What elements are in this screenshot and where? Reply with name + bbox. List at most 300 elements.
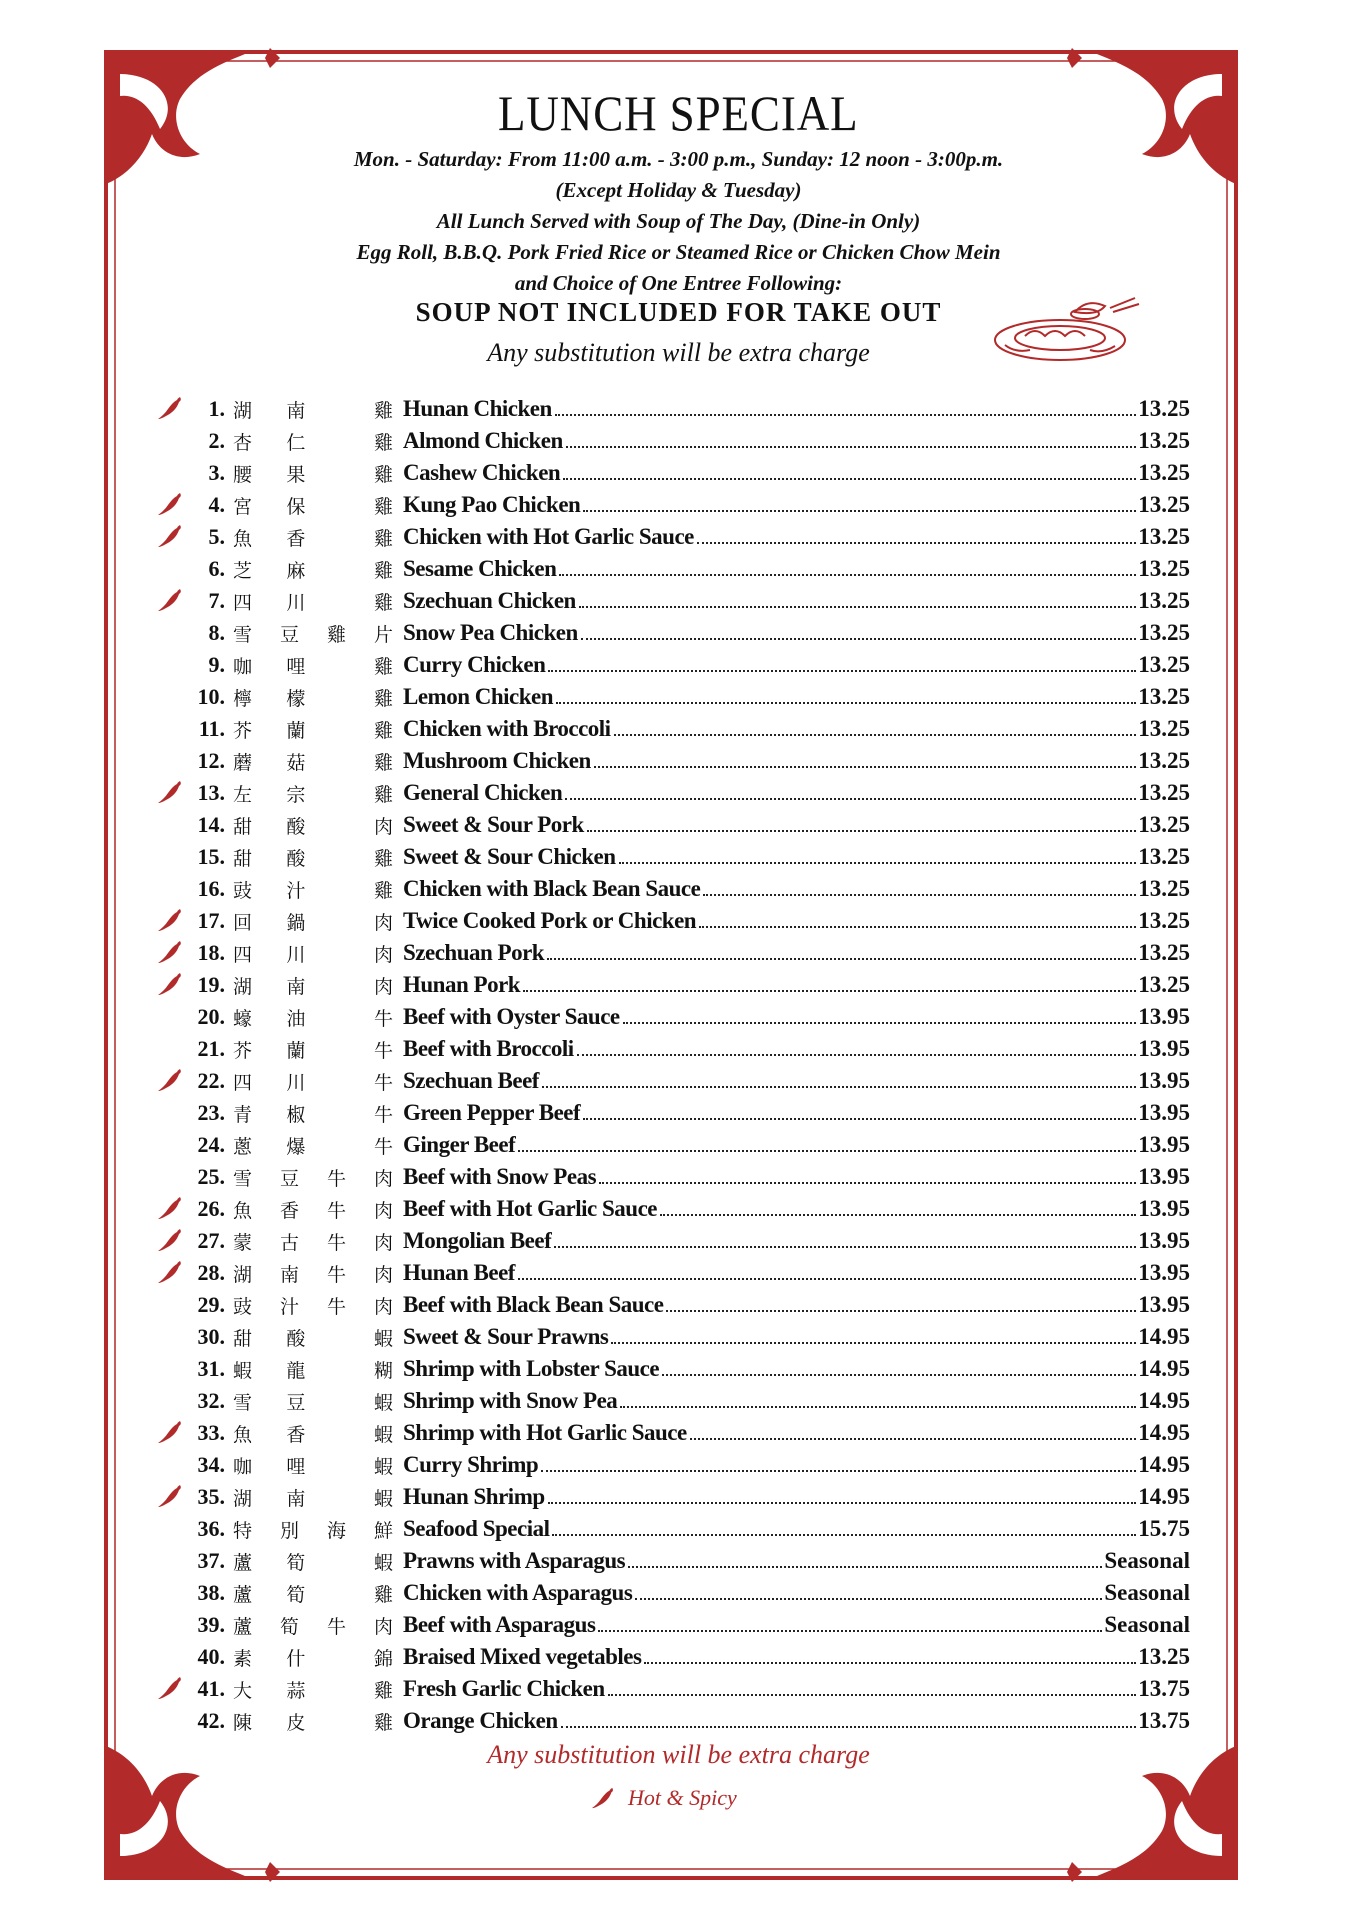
chinese-char: 魚 <box>233 1423 253 1446</box>
item-number: 2. <box>208 428 225 453</box>
chinese-char: 牛 <box>326 1263 346 1286</box>
item-name: General Chicken <box>403 780 563 805</box>
dot-leader <box>662 1374 1136 1376</box>
item-chinese-name <box>233 428 403 455</box>
item-chinese-name <box>233 1516 403 1543</box>
item-name-line <box>403 1036 1138 1062</box>
item-name-line <box>403 1100 1138 1126</box>
item-number: 26. <box>197 1196 225 1221</box>
dot-leader <box>697 542 1136 544</box>
dot-leader <box>644 1662 1136 1664</box>
menu-item <box>150 1641 1190 1673</box>
item-price: 13.25 <box>1138 684 1190 709</box>
item-price: 13.25 <box>1138 876 1190 901</box>
chinese-char: 蘆 <box>233 1583 253 1606</box>
chinese-char: 鮮 <box>373 1519 393 1542</box>
item-price: 13.25 <box>1138 620 1190 645</box>
dot-leader <box>699 926 1136 928</box>
chinese-char: 川 <box>286 943 306 966</box>
item-price: 13.95 <box>1138 1260 1190 1285</box>
item-name-line <box>403 428 1138 454</box>
item-name: Szechuan Pork <box>403 940 545 965</box>
chinese-char: 古 <box>279 1231 299 1254</box>
dot-leader <box>611 1342 1136 1344</box>
chili-pepper-icon <box>156 779 184 805</box>
item-chinese-name <box>233 1068 403 1095</box>
item-name-line <box>403 1388 1138 1414</box>
chinese-char: 雞 <box>373 591 393 614</box>
item-chinese-name <box>233 812 403 839</box>
item-name-line <box>403 396 1138 422</box>
item-name: Szechuan Beef <box>403 1068 539 1093</box>
dot-leader <box>518 1150 1136 1152</box>
item-name-line <box>403 1580 1104 1606</box>
chinese-char: 別 <box>279 1519 299 1542</box>
item-name-line <box>403 1324 1138 1350</box>
item-price: 13.95 <box>1138 1292 1190 1317</box>
chinese-char: 香 <box>279 1199 299 1222</box>
chinese-char: 湖 <box>233 1263 253 1286</box>
item-chinese-name <box>233 972 403 999</box>
item-price: 14.95 <box>1138 1484 1190 1509</box>
item-name-line <box>403 1516 1138 1542</box>
menu-item <box>150 1513 1190 1545</box>
dot-leader <box>660 1214 1136 1216</box>
chinese-char: 肉 <box>373 1615 393 1638</box>
item-name: Green Pepper Beef <box>403 1100 581 1125</box>
chinese-char: 雞 <box>373 559 393 582</box>
chinese-char: 甜 <box>233 815 253 838</box>
menu-item <box>150 1321 1190 1353</box>
item-chinese-name <box>233 460 403 487</box>
menu-item <box>150 1449 1190 1481</box>
item-name: Sweet & Sour Pork <box>403 812 584 837</box>
chili-pepper-icon <box>156 587 184 613</box>
item-number: 12. <box>197 748 225 773</box>
item-number: 32. <box>197 1388 225 1413</box>
chinese-char: 蘭 <box>286 719 306 742</box>
menu-item <box>150 457 1190 489</box>
item-price: 13.25 <box>1138 812 1190 837</box>
dot-leader <box>523 990 1136 992</box>
chinese-char: 腰 <box>233 463 253 486</box>
item-chinese-name <box>233 1004 403 1031</box>
item-name: Beef with Broccoli <box>403 1036 574 1061</box>
menu-item <box>150 937 1190 969</box>
chinese-char: 南 <box>286 1487 306 1510</box>
item-price: 13.25 <box>1138 588 1190 613</box>
item-price: 13.95 <box>1138 1004 1190 1029</box>
chinese-char: 芥 <box>233 719 253 742</box>
menu-item <box>150 745 1190 777</box>
chili-pepper-icon <box>156 395 184 421</box>
chinese-char: 蝦 <box>373 1551 393 1574</box>
menu-item <box>150 681 1190 713</box>
menu-item <box>150 1097 1190 1129</box>
item-name: Hunan Shrimp <box>403 1484 545 1509</box>
item-chinese-name <box>233 588 403 615</box>
chinese-char: 雞 <box>326 623 346 646</box>
chinese-char: 肉 <box>373 1231 393 1254</box>
item-price: 13.25 <box>1138 908 1190 933</box>
item-chinese-name <box>233 1356 403 1383</box>
item-price: 13.95 <box>1138 1228 1190 1253</box>
item-number: 7. <box>208 588 225 613</box>
dot-leader <box>581 638 1137 640</box>
chinese-char: 雞 <box>373 655 393 678</box>
item-name: Prawns with Asparagus <box>403 1548 626 1573</box>
item-name-line <box>403 460 1138 486</box>
choice-text: and Choice of One Entree Following: <box>514 271 843 295</box>
item-name: Hunan Pork <box>403 972 521 997</box>
chinese-char: 菇 <box>286 751 306 774</box>
chinese-char: 鍋 <box>286 911 306 934</box>
item-name-line <box>403 972 1138 998</box>
dot-leader <box>690 1438 1137 1440</box>
chinese-char: 杏 <box>233 431 253 454</box>
substitution-note-bottom: Any substitution will be extra charge <box>487 1740 870 1769</box>
item-number: 24. <box>197 1132 225 1157</box>
chinese-char: 魚 <box>233 1199 253 1222</box>
item-name-line <box>403 1004 1138 1030</box>
item-price: 13.25 <box>1138 492 1190 517</box>
item-name-line <box>403 1420 1138 1446</box>
chinese-char: 蔥 <box>233 1135 253 1158</box>
chinese-char: 雞 <box>373 751 393 774</box>
menu-item <box>150 1673 1190 1705</box>
menu-item <box>150 1289 1190 1321</box>
dot-leader <box>614 734 1137 736</box>
chili-pepper-icon <box>156 1227 184 1253</box>
item-chinese-name <box>233 1228 403 1255</box>
item-name: Beef with Oyster Sauce <box>403 1004 620 1029</box>
chinese-char: 川 <box>286 1071 306 1094</box>
item-chinese-name <box>233 1292 403 1319</box>
chinese-char: 雪 <box>233 1167 253 1190</box>
item-name-line <box>403 1484 1138 1510</box>
chinese-char: 蝦 <box>373 1391 393 1414</box>
chinese-char: 龍 <box>286 1359 306 1382</box>
item-name: Shrimp with Lobster Sauce <box>403 1356 660 1381</box>
item-name: Beef with Black Bean Sauce <box>403 1292 664 1317</box>
dot-leader <box>556 702 1136 704</box>
dot-leader <box>619 862 1137 864</box>
chinese-char: 蝦 <box>233 1359 253 1382</box>
spicy-legend <box>590 1785 737 1811</box>
item-chinese-name <box>233 780 403 807</box>
menu-item <box>150 1705 1190 1737</box>
item-name: Chicken with Black Bean Sauce <box>403 876 701 901</box>
item-price: 13.25 <box>1138 844 1190 869</box>
item-name-line <box>403 1708 1138 1734</box>
chinese-char: 四 <box>233 591 253 614</box>
item-chinese-name <box>233 1036 403 1063</box>
item-price: 13.95 <box>1138 1132 1190 1157</box>
chinese-char: 蝦 <box>373 1487 393 1510</box>
dot-leader <box>628 1566 1102 1568</box>
item-name: Shrimp with Hot Garlic Sauce <box>403 1420 687 1445</box>
item-name-line <box>403 1292 1138 1318</box>
item-chinese-name <box>233 652 403 679</box>
dot-leader <box>566 446 1136 448</box>
chinese-char: 肉 <box>373 1295 393 1318</box>
dot-leader <box>559 574 1136 576</box>
item-name: Almond Chicken <box>403 428 563 453</box>
item-price: 13.25 <box>1138 748 1190 773</box>
item-number: 1. <box>208 396 225 421</box>
item-name-line <box>403 1548 1104 1574</box>
item-chinese-name <box>233 748 403 775</box>
item-name-line <box>403 1612 1104 1638</box>
chinese-char: 豉 <box>233 1295 253 1318</box>
chili-pepper-icon <box>156 1195 184 1221</box>
item-name: Beef with Hot Garlic Sauce <box>403 1196 658 1221</box>
item-number: 40. <box>197 1644 225 1669</box>
chinese-char: 片 <box>373 623 393 646</box>
chili-pepper-icon <box>156 1675 184 1701</box>
dot-leader <box>577 1054 1137 1056</box>
chinese-char: 宗 <box>286 783 306 806</box>
dot-leader <box>598 1630 1102 1632</box>
chinese-char: 肉 <box>373 1167 393 1190</box>
menu-item <box>150 969 1190 1001</box>
item-name-line <box>403 876 1138 902</box>
chinese-char: 青 <box>233 1103 253 1126</box>
menu-item <box>150 1417 1190 1449</box>
item-number: 42. <box>197 1708 225 1733</box>
item-chinese-name <box>233 1164 403 1191</box>
item-number: 5. <box>208 524 225 549</box>
item-number: 39. <box>197 1612 225 1637</box>
item-name-line <box>403 908 1138 934</box>
dot-leader <box>554 1246 1136 1248</box>
dot-leader <box>542 1086 1136 1088</box>
chinese-char: 雞 <box>373 1679 393 1702</box>
chinese-char: 筍 <box>286 1551 306 1574</box>
item-price: 13.25 <box>1138 428 1190 453</box>
item-name-line <box>403 1196 1138 1222</box>
chinese-char: 糊 <box>373 1359 393 1382</box>
chinese-char: 麻 <box>286 559 306 582</box>
chinese-char: 雞 <box>373 527 393 550</box>
menu-item <box>150 905 1190 937</box>
chinese-char: 哩 <box>286 655 306 678</box>
item-chinese-name <box>233 716 403 743</box>
chinese-char: 牛 <box>326 1231 346 1254</box>
dot-leader <box>565 798 1136 800</box>
menu-item <box>150 1257 1190 1289</box>
chinese-char: 雞 <box>373 399 393 422</box>
item-number: 14. <box>197 812 225 837</box>
chinese-char: 甜 <box>233 847 253 870</box>
item-name: Beef with Snow Peas <box>403 1164 597 1189</box>
item-chinese-name <box>233 1484 403 1511</box>
item-name: Fresh Garlic Chicken <box>403 1676 605 1701</box>
chinese-char: 肉 <box>373 1263 393 1286</box>
item-price: 13.95 <box>1138 1068 1190 1093</box>
item-name-line <box>403 1068 1138 1094</box>
item-price: 14.95 <box>1138 1356 1190 1381</box>
chili-pepper-icon <box>156 939 184 965</box>
item-chinese-name <box>233 908 403 935</box>
item-chinese-name <box>233 940 403 967</box>
item-chinese-name <box>233 844 403 871</box>
item-number: 23. <box>197 1100 225 1125</box>
chinese-char: 牛 <box>326 1167 346 1190</box>
dot-leader <box>583 510 1136 512</box>
chinese-char: 雞 <box>373 879 393 902</box>
chinese-char: 芝 <box>233 559 253 582</box>
item-price: 13.25 <box>1138 940 1190 965</box>
item-number: 34. <box>197 1452 225 1477</box>
menu-item <box>150 1193 1190 1225</box>
chinese-char: 牛 <box>326 1199 346 1222</box>
item-number: 36. <box>197 1516 225 1541</box>
chinese-char: 蝦 <box>373 1455 393 1478</box>
item-price: 13.25 <box>1138 780 1190 805</box>
item-price: 13.25 <box>1138 460 1190 485</box>
chinese-char: 蘭 <box>286 1039 306 1062</box>
dot-leader <box>608 1694 1137 1696</box>
chinese-char: 雞 <box>373 431 393 454</box>
sides-text: Egg Roll, B.B.Q. Pork Fried Rice or Steamed Rice or Chicken Chow Mein <box>356 240 1001 264</box>
item-name-line <box>403 620 1138 646</box>
chinese-char: 特 <box>233 1519 253 1542</box>
chinese-char: 牛 <box>373 1007 393 1030</box>
item-price: 14.95 <box>1138 1388 1190 1413</box>
item-price: 13.25 <box>1138 972 1190 997</box>
item-chinese-name <box>233 1644 403 1671</box>
chinese-char: 四 <box>233 1071 253 1094</box>
item-name-line <box>403 940 1138 966</box>
dot-leader <box>547 958 1136 960</box>
item-number: 31. <box>197 1356 225 1381</box>
menu-item <box>150 1385 1190 1417</box>
chinese-char: 海 <box>326 1519 346 1542</box>
chinese-char: 咖 <box>233 655 253 678</box>
chinese-char: 雞 <box>373 1711 393 1734</box>
item-chinese-name <box>233 684 403 711</box>
chinese-char: 油 <box>286 1007 306 1030</box>
chinese-char: 肉 <box>373 943 393 966</box>
item-name: Kung Pao Chicken <box>403 492 581 517</box>
menu-item <box>150 713 1190 745</box>
menu-item <box>150 1161 1190 1193</box>
item-name: Hunan Beef <box>403 1260 515 1285</box>
item-name-line <box>403 524 1138 550</box>
item-chinese-name <box>233 1132 403 1159</box>
item-number: 29. <box>197 1292 225 1317</box>
dot-leader <box>635 1598 1102 1600</box>
item-price: 13.25 <box>1138 524 1190 549</box>
dot-leader <box>583 1118 1136 1120</box>
item-chinese-name <box>233 1324 403 1351</box>
chinese-char: 南 <box>286 399 306 422</box>
item-name-line <box>403 1644 1138 1670</box>
dot-leader <box>561 1726 1137 1728</box>
item-name: Chicken with Asparagus <box>403 1580 633 1605</box>
item-name-line <box>403 748 1138 774</box>
dot-leader <box>552 1534 1136 1536</box>
chinese-char: 豆 <box>279 1167 299 1190</box>
item-price: 13.95 <box>1138 1036 1190 1061</box>
item-price: Seasonal <box>1104 1612 1190 1637</box>
chili-pepper-icon <box>156 1259 184 1285</box>
item-name: Sweet & Sour Prawns <box>403 1324 609 1349</box>
item-name: Twice Cooked Pork or Chicken <box>403 908 697 933</box>
chinese-char: 椒 <box>286 1103 306 1126</box>
item-chinese-name <box>233 524 403 551</box>
item-name: Beef with Asparagus <box>403 1612 596 1637</box>
substitution-note-top: Any substitution will be extra charge <box>487 338 870 367</box>
item-number: 17. <box>197 908 225 933</box>
dot-leader <box>548 1502 1137 1504</box>
menu-item <box>150 1001 1190 1033</box>
item-chinese-name <box>233 1580 403 1607</box>
chinese-char: 咖 <box>233 1455 253 1478</box>
item-number: 11. <box>198 716 225 741</box>
item-name: Sweet & Sour Chicken <box>403 844 616 869</box>
item-price: Seasonal <box>1104 1580 1190 1605</box>
item-name-line <box>403 1676 1138 1702</box>
item-number: 18. <box>197 940 225 965</box>
exception-text: (Except Holiday & Tuesday) <box>555 178 802 202</box>
dot-leader <box>548 670 1136 672</box>
chinese-char: 蒜 <box>286 1679 306 1702</box>
chinese-char: 肉 <box>373 1199 393 1222</box>
menu-item <box>150 809 1190 841</box>
chili-pepper-icon <box>156 491 184 517</box>
item-price: 14.95 <box>1138 1420 1190 1445</box>
takeout-notice: SOUP NOT INCLUDED FOR TAKE OUT <box>415 297 942 327</box>
chinese-char: 檬 <box>286 687 306 710</box>
item-name: Cashew Chicken <box>403 460 561 485</box>
item-chinese-name <box>233 1100 403 1127</box>
item-name: Lemon Chicken <box>403 684 554 709</box>
chinese-char: 仁 <box>286 431 306 454</box>
chinese-char: 汁 <box>279 1295 299 1318</box>
chinese-char: 甜 <box>233 1327 253 1350</box>
page-title: LUNCH SPECIAL <box>498 85 859 141</box>
item-chinese-name <box>233 556 403 583</box>
item-number: 25. <box>197 1164 225 1189</box>
item-number: 33. <box>197 1420 225 1445</box>
menu-item <box>150 1609 1190 1641</box>
item-price: 13.75 <box>1138 1708 1190 1733</box>
item-chinese-name <box>233 620 403 647</box>
chinese-char: 湖 <box>233 399 253 422</box>
item-name: Szechuan Chicken <box>403 588 576 613</box>
chinese-char: 宮 <box>233 495 253 518</box>
menu-item <box>150 1033 1190 1065</box>
item-name: Curry Chicken <box>403 652 546 677</box>
chinese-char: 筍 <box>279 1615 299 1638</box>
chinese-char: 爆 <box>286 1135 306 1158</box>
chinese-char: 蘆 <box>233 1615 253 1638</box>
chinese-char: 湖 <box>233 1487 253 1510</box>
chinese-char: 湖 <box>233 975 253 998</box>
item-number: 15. <box>197 844 225 869</box>
menu-item <box>150 1481 1190 1513</box>
chinese-char: 回 <box>233 911 253 934</box>
menu-item <box>150 553 1190 585</box>
item-price: 14.95 <box>1138 1452 1190 1477</box>
dot-leader <box>703 894 1136 896</box>
chinese-char: 果 <box>286 463 306 486</box>
chinese-char: 保 <box>286 495 306 518</box>
chinese-char: 香 <box>286 527 306 550</box>
chili-pepper-icon <box>156 1483 184 1509</box>
